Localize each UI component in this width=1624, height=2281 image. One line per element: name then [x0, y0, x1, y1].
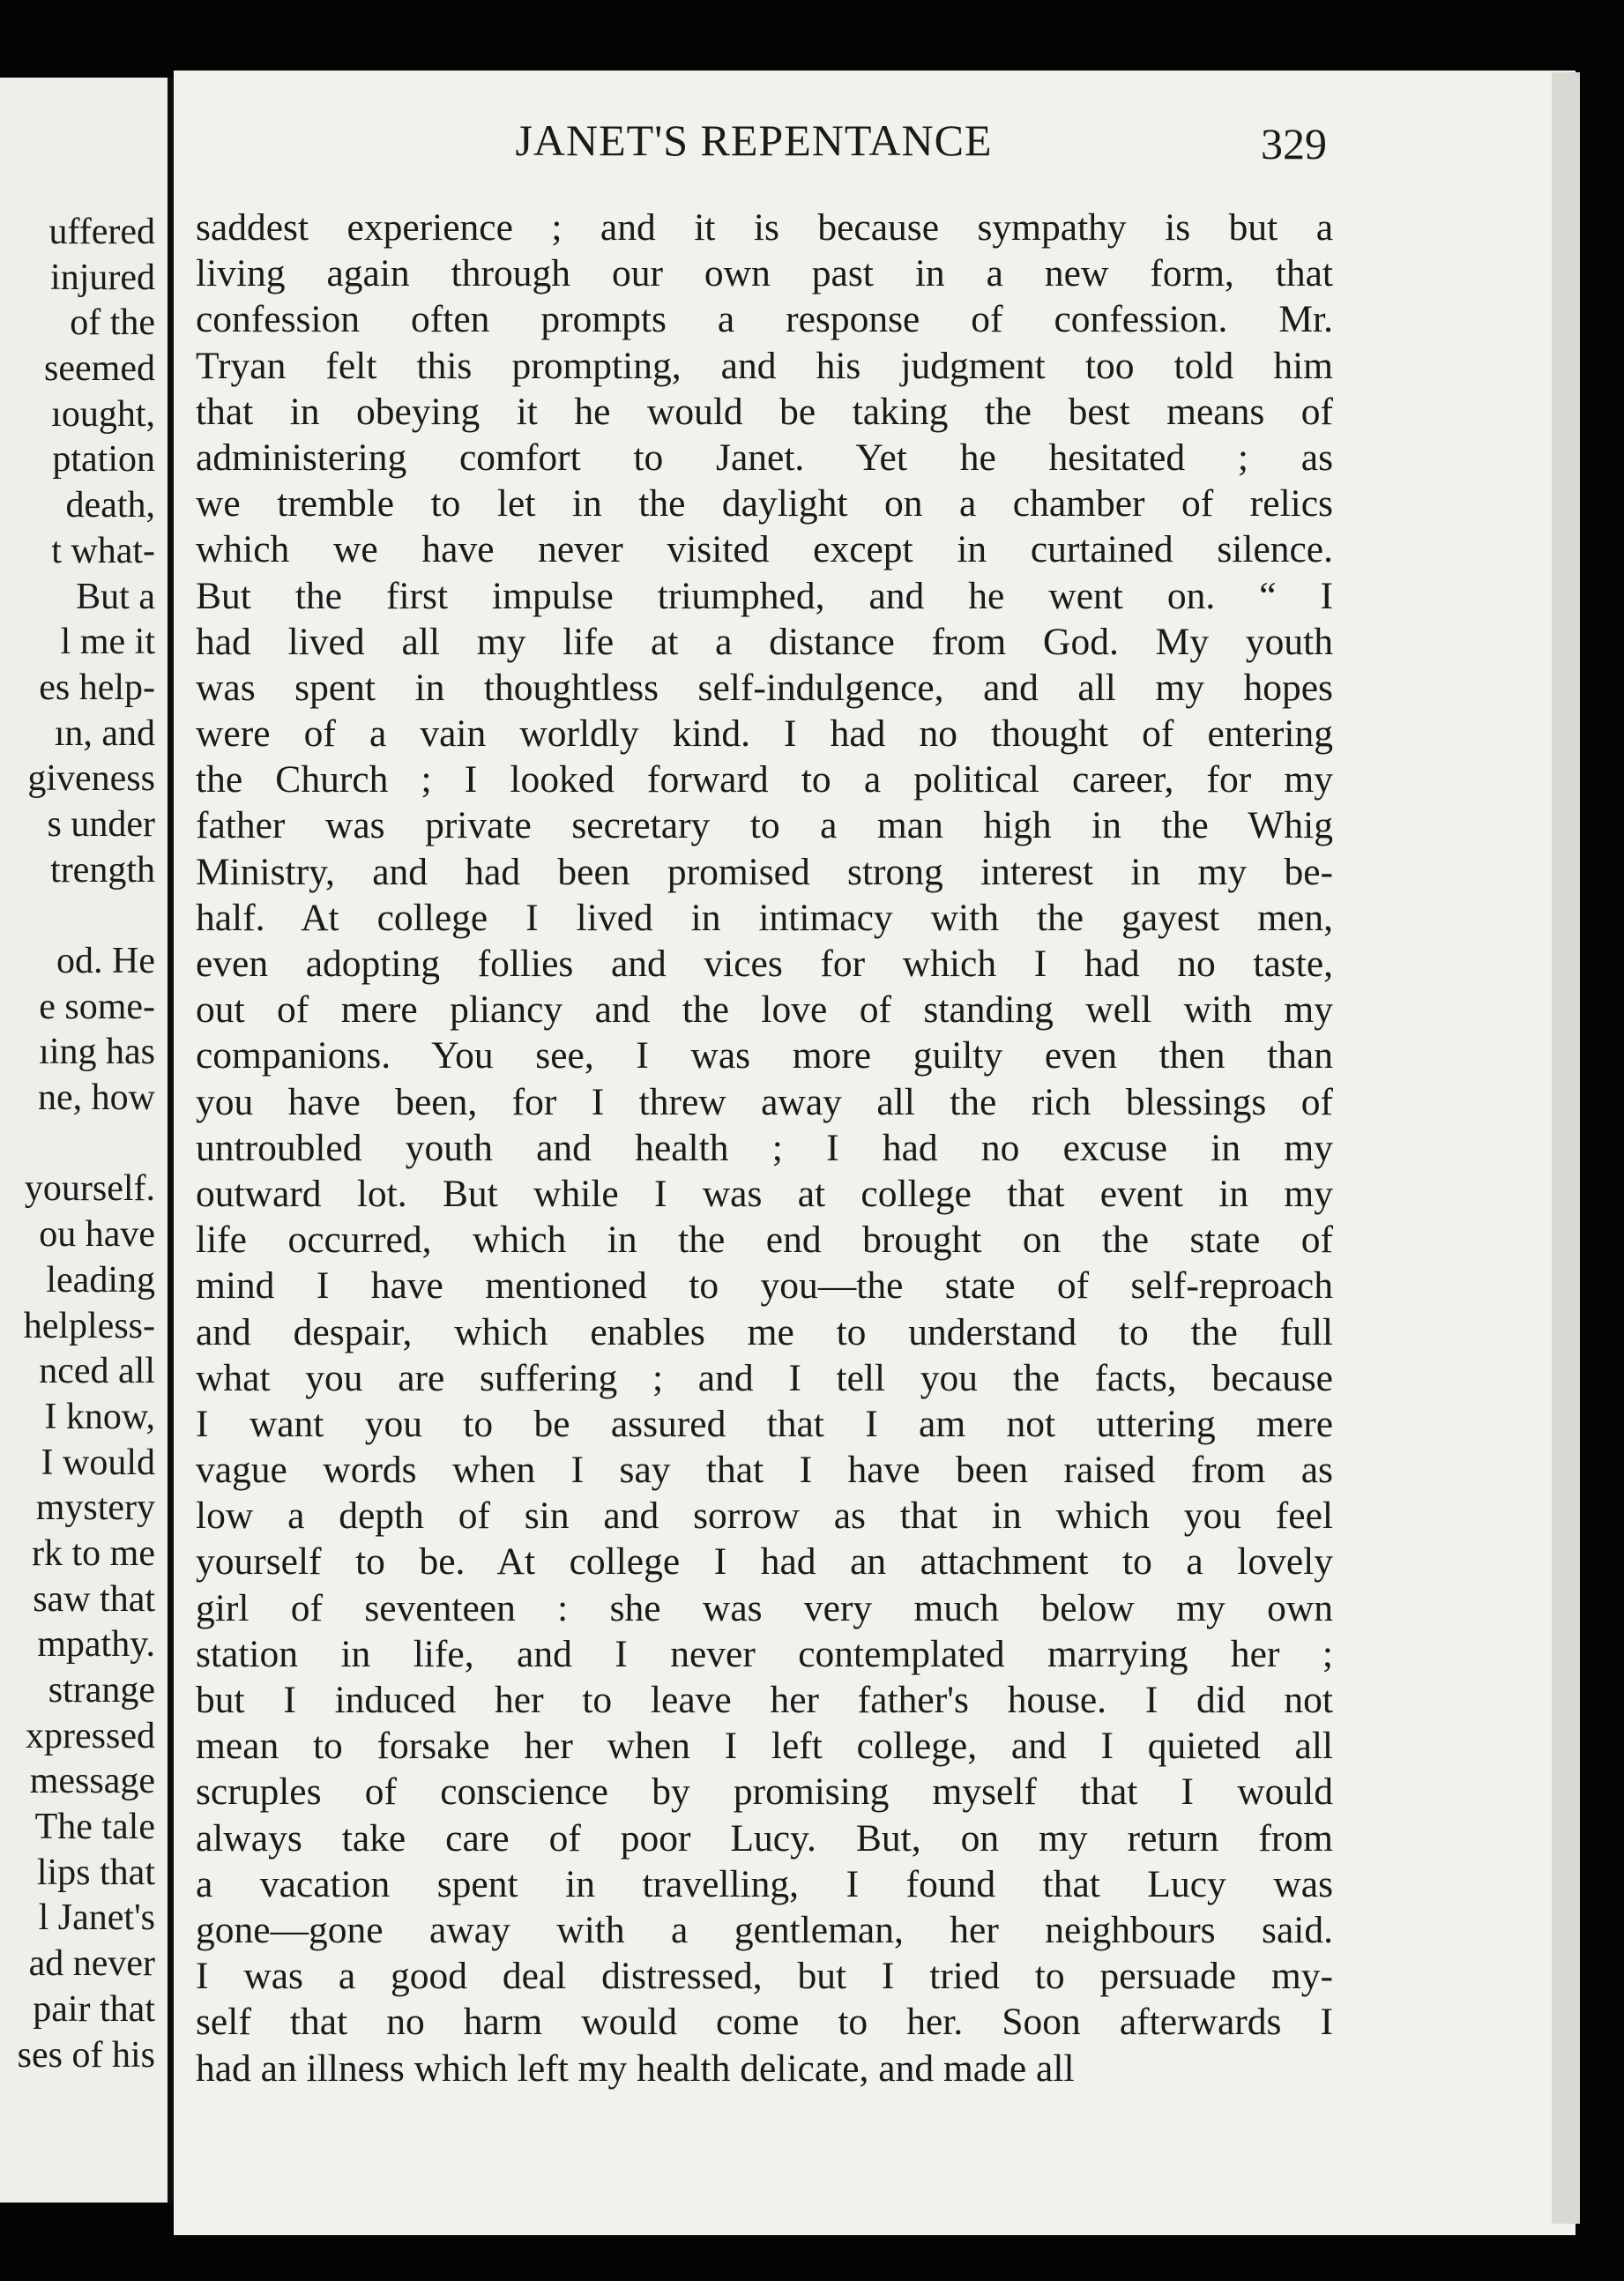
text-line: Ministry, and had been promised strong interest in my be- — [196, 850, 1333, 893]
page-number: 329 — [1261, 119, 1327, 168]
previous-page-line: l Janet's — [38, 1897, 155, 1939]
text-line: confession often prompts a response of confession. Mr. — [196, 298, 1333, 341]
text-line: self that no harm would come to her. Soon afterwards I — [196, 2001, 1333, 2044]
text-line: living again through our own past in a new form, that — [196, 252, 1333, 295]
text-line: life occurred, which in the end brought on the state of — [196, 1219, 1333, 1262]
previous-page-line: saw that — [33, 1578, 155, 1620]
text-line: station in life, and I never contemplated marrying her ; — [196, 1632, 1333, 1675]
previous-page-line: mystery — [35, 1487, 155, 1529]
text-line: mean to forsake her when I left college, and I quieted all — [196, 1725, 1333, 1768]
previous-page-line: lips that — [36, 1852, 155, 1893]
previous-page-line: ıing has — [39, 1032, 155, 1073]
previous-page-line: es help- — [39, 667, 155, 708]
previous-page-text — [0, 210, 155, 2078]
text-line: Tryan felt this prompting, and his judgment too told him — [196, 344, 1333, 387]
previous-page-line: rk to me — [32, 1532, 155, 1574]
previous-page-line: strange — [48, 1670, 155, 1711]
previous-page-line: giveness — [27, 758, 155, 800]
text-line: that in obeying it he would be taking the best means of — [196, 390, 1333, 433]
text-line: had an illness which left my health delicate, and made all — [196, 2046, 1075, 2090]
previous-page — [0, 78, 168, 2203]
previous-page-line: seemed — [44, 348, 155, 390]
previous-page-line: injured — [50, 257, 155, 298]
text-line: companions. You see, I was more guilty even then than — [196, 1034, 1333, 1077]
text-line: low a depth of sin and sorrow as that in which you feel — [196, 1495, 1333, 1538]
text-line: out of mere pliancy and the love of standing well with my — [196, 988, 1333, 1032]
text-line: father was private secretary to a man high in the Whig — [196, 804, 1333, 847]
previous-page-line: ses of his — [17, 2034, 155, 2076]
previous-page-line: death, — [65, 485, 155, 526]
text-line: was spent in thoughtless self-indulgence, and all my hopes — [196, 666, 1333, 709]
text-line: yourself to be. At college I had an attachment to a lovely — [196, 1540, 1333, 1584]
text-line: and despair, which enables me to understand to the full — [196, 1310, 1333, 1353]
previous-page-line: ad never — [28, 1943, 155, 1985]
previous-page-line: trength — [50, 849, 155, 891]
text-line: saddest experience ; and it is because sympathy is but a — [196, 206, 1333, 249]
text-line: scruples of conscience by promising myself that I would — [196, 1770, 1333, 1814]
previous-page-line: But a — [76, 576, 155, 617]
text-line: you have been, for I threw away all the rich blessings of — [196, 1080, 1333, 1123]
previous-page-line: uffered — [48, 212, 155, 252]
text-line: gone—gone away with a gentleman, her neighbours said. — [196, 1908, 1333, 1951]
page-edge — [1552, 72, 1580, 2224]
previous-page-line: ın, and — [54, 712, 155, 754]
text-line: had lived all my life at a distance from God. My youth — [196, 620, 1333, 663]
text-line: were of a vain worldly kind. I had no thought of entering — [196, 712, 1333, 756]
previous-page-line: ıought, — [51, 393, 155, 435]
previous-page-line: of the — [70, 302, 155, 344]
text-line: half. At college I lived in intimacy with the gayest men, — [196, 896, 1333, 939]
previous-page-line: leading — [46, 1259, 155, 1301]
previous-page-line: pair that — [33, 1988, 155, 2030]
body-text — [196, 205, 1333, 2091]
previous-page-line: xpressed — [26, 1715, 155, 1756]
running-head: JANET'S REPENTANCE — [515, 116, 993, 165]
text-line: But the first impulse triumphed, and he went on. “ I — [196, 574, 1333, 617]
previous-page-line: yourself. — [24, 1168, 155, 1210]
text-line: we tremble to let in the daylight on a chamber of relics — [196, 482, 1333, 526]
previous-page-line: message — [29, 1761, 155, 1802]
previous-page-line: nced all — [39, 1351, 155, 1392]
previous-page-line — [0, 893, 155, 939]
previous-page-line: od. He — [56, 941, 155, 981]
previous-page-line: l me it — [60, 622, 155, 663]
previous-page-line: helpless- — [23, 1305, 155, 1346]
text-line: what you are suffering ; and I tell you the facts, because — [196, 1356, 1333, 1399]
text-line: always take care of poor Lucy. But, on my return from — [196, 1816, 1333, 1860]
text-line: vague words when I say that I have been raised from as — [196, 1449, 1333, 1492]
previous-page-line: I know, — [44, 1396, 155, 1437]
text-line: even adopting follies and vices for which I had no taste, — [196, 943, 1333, 985]
text-line: outward lot. But while I was at college that event in my — [196, 1172, 1333, 1215]
text-line: I want you to be assured that I am not uttering mere — [196, 1402, 1333, 1445]
previous-page-line: I would — [41, 1442, 155, 1483]
previous-page-line: ne, how — [38, 1077, 155, 1119]
previous-page-line: ou have — [39, 1214, 155, 1256]
text-line: I was a good deal distressed, but I tried to persuade my- — [196, 1955, 1333, 1998]
text-line: mind I have mentioned to you—the state of self-reproach — [196, 1264, 1333, 1308]
previous-page-line: t what- — [51, 530, 155, 571]
text-line: a vacation spent in travelling, I found that Lucy was — [196, 1862, 1333, 1905]
previous-page-line: s under — [47, 803, 155, 845]
text-line: but I induced her to leave her father's house. I did not — [196, 1679, 1333, 1721]
previous-page-line: The tale — [34, 1807, 155, 1848]
previous-page-line — [0, 1122, 155, 1167]
previous-page-line: mpathy. — [37, 1624, 155, 1666]
text-line: administering comfort to Janet. Yet he hesitated ; as — [196, 436, 1333, 479]
previous-page-line: ptation — [52, 439, 155, 481]
text-line: girl of seventeen : she was very much below my own — [196, 1586, 1333, 1629]
previous-page-line: e some- — [39, 986, 155, 1027]
text-line: the Church ; I looked forward to a political career, for my — [196, 758, 1333, 801]
text-line: untroubled youth and health ; I had no excuse in my — [196, 1126, 1333, 1169]
text-line: which we have never visited except in curtained silence. — [196, 528, 1333, 571]
